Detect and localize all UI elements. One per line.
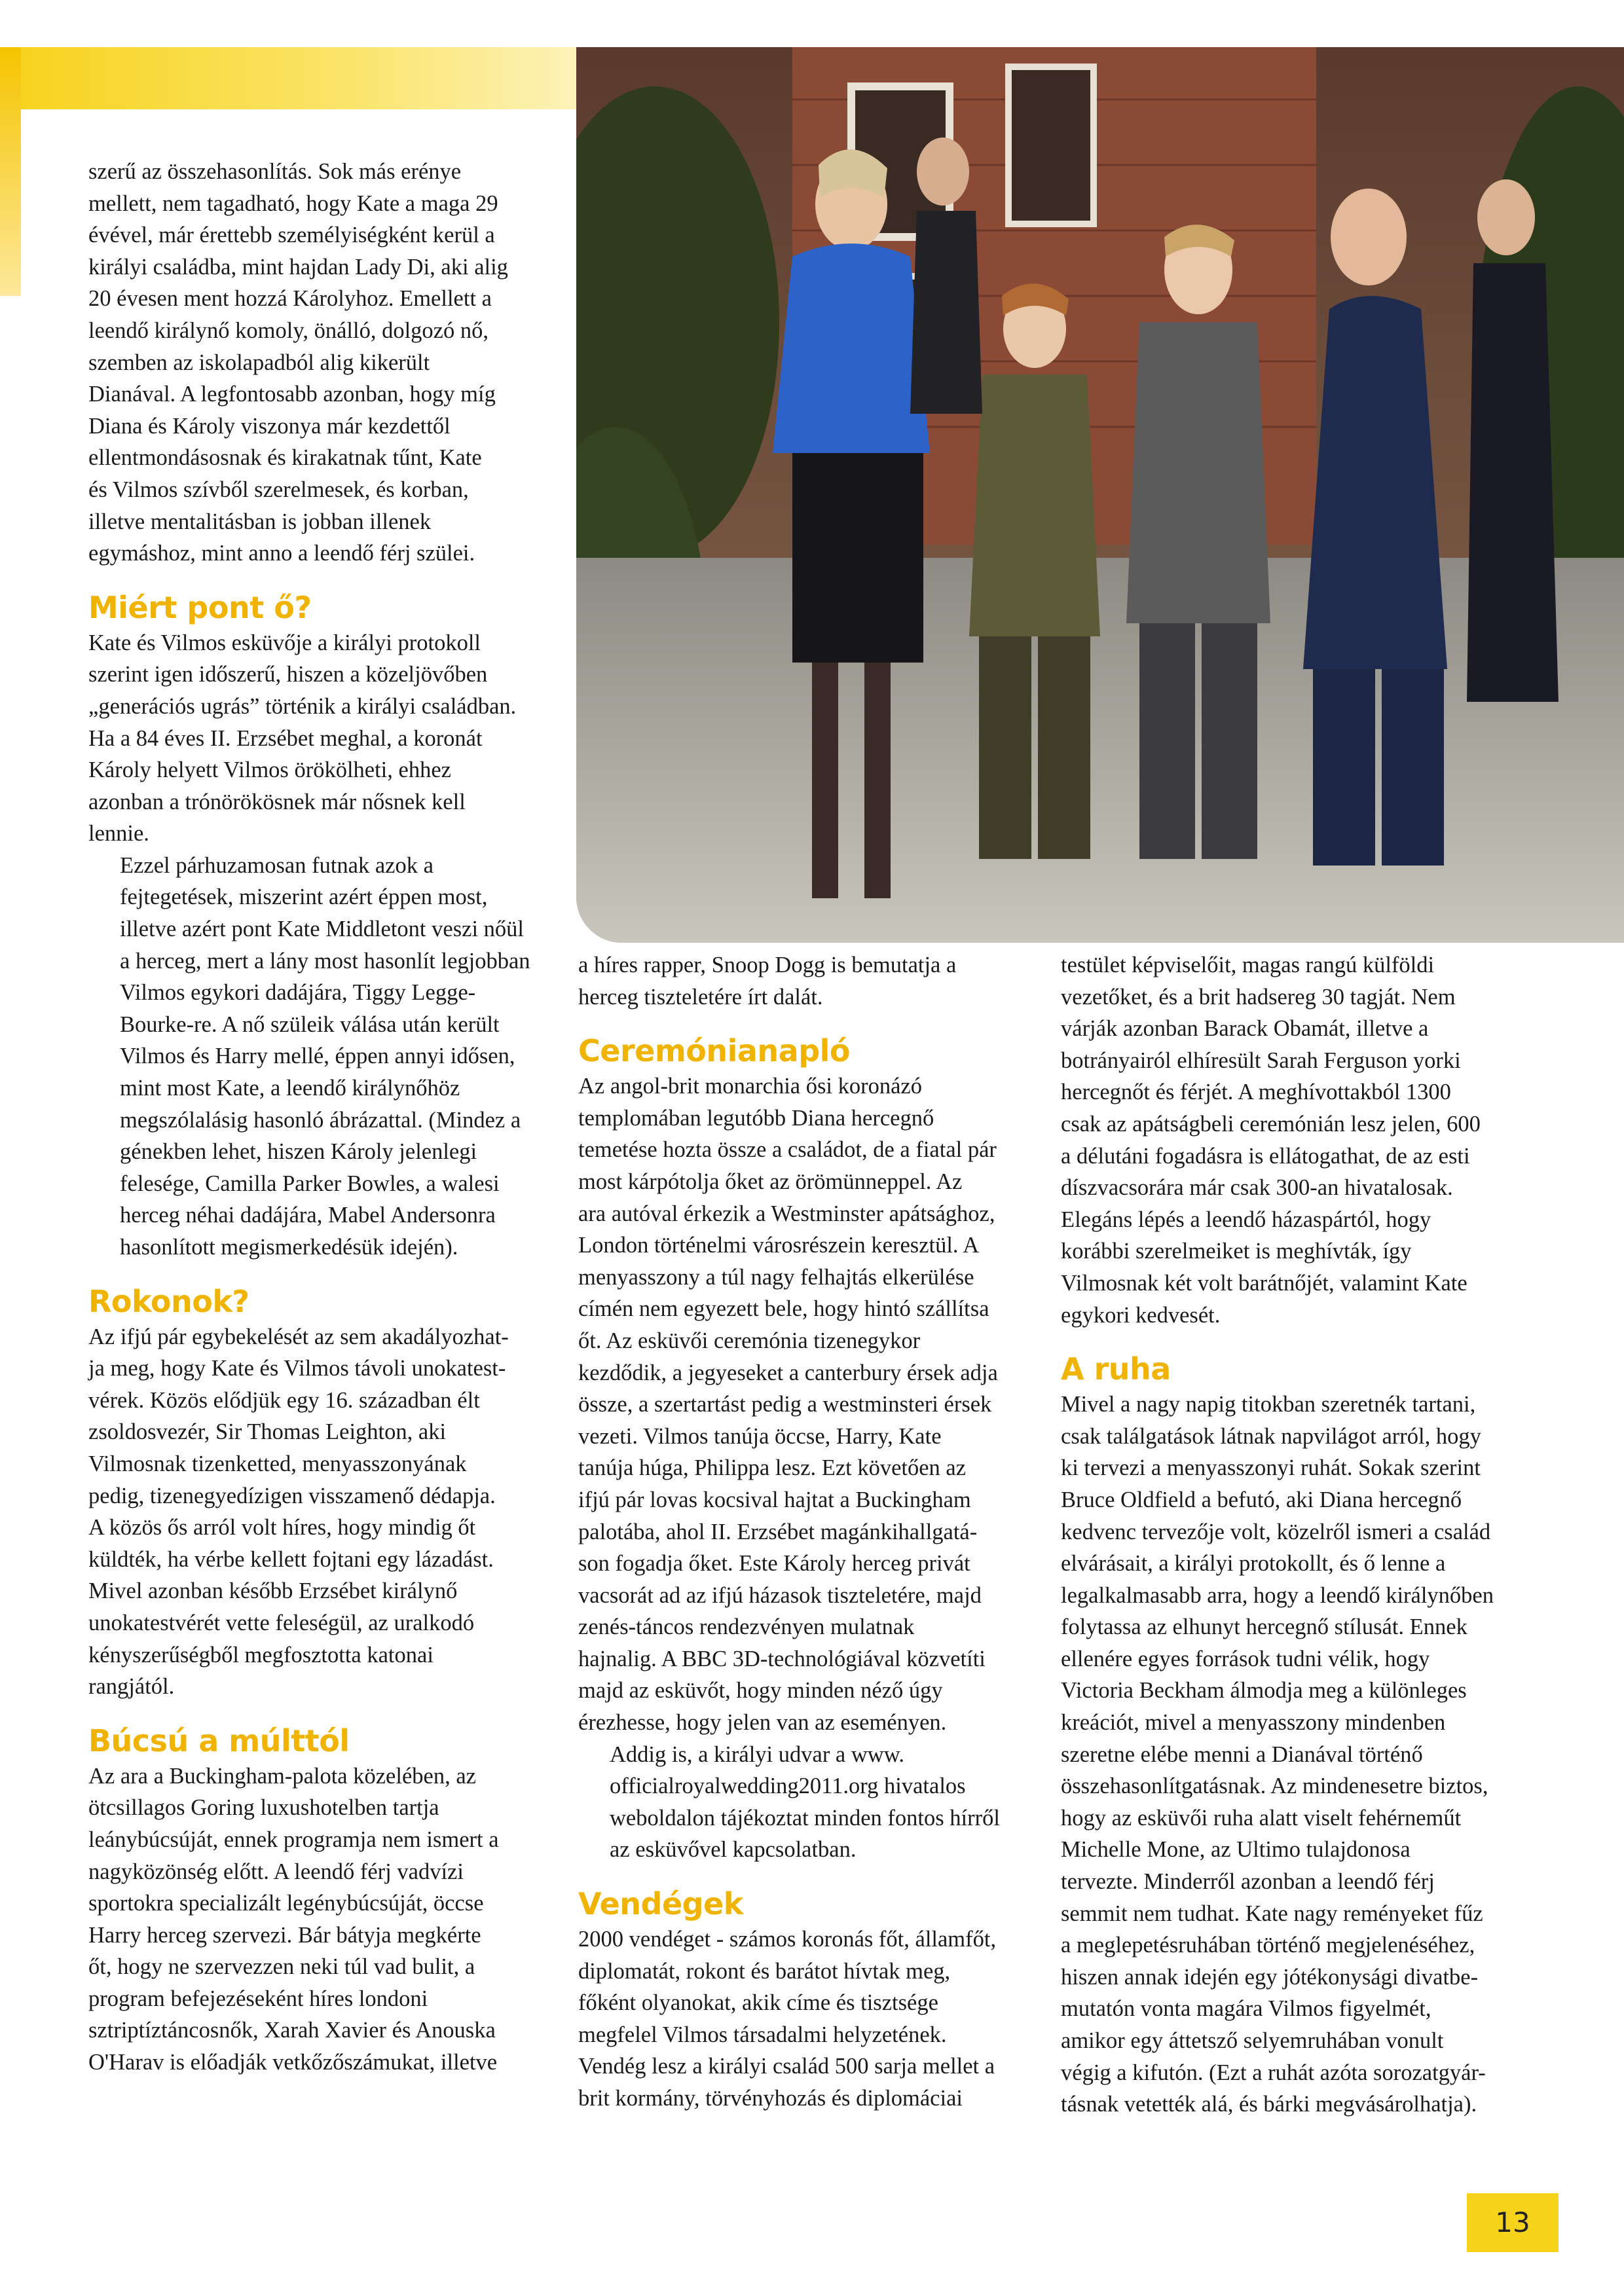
text-line: Vendég lesz a királyi család 500 sarja mellet a bbox=[578, 2054, 995, 2079]
text-line: folytassa az elhunyt hercegnő stílusát. Ennek bbox=[1061, 1614, 1467, 1640]
text-line: össze, a szertartást pedig a westminsteri érsek bbox=[578, 1392, 992, 1417]
text-line: Vilmos egykori dadájára, Tiggy Legge- bbox=[120, 980, 476, 1006]
column-3 bbox=[1061, 949, 1545, 2121]
text-line: semmit nem tudhat. Kate nagy reményeket fűz bbox=[1061, 1901, 1483, 1926]
paragraph bbox=[88, 1321, 547, 1703]
heading-bucsu-a-multtol: Búcsú a múlttól bbox=[88, 1722, 350, 1758]
column-1 bbox=[88, 156, 547, 2079]
text-line: mint most Kate, a leendő királynőhöz bbox=[120, 1076, 460, 1101]
paragraph bbox=[1061, 949, 1545, 1331]
paragraph bbox=[88, 1760, 547, 2079]
text-line: vezeti. Vilmos tanúja öccse, Harry, Kate bbox=[578, 1423, 942, 1449]
column-2 bbox=[578, 949, 1063, 2115]
text-line: ara autóval érkezik a Westminster apátsághoz, bbox=[578, 1201, 995, 1226]
text-line: a herceg, mert a lány most hasonlít legjobban bbox=[120, 948, 530, 974]
text-line: címén nem egyezett bele, hogy hintó szállítsa bbox=[578, 1296, 989, 1322]
text-line: Bourke-re. A nő szüleik válása után került bbox=[120, 1011, 500, 1037]
text-line: egymáshoz, mint anno a leendő férj szülei. bbox=[88, 541, 475, 566]
text-line: korábbi szerelmeiket is meghívták, így bbox=[1061, 1239, 1412, 1264]
text-line: megszólalásig hasonló ábrázattal. (Mindez a bbox=[120, 1107, 521, 1133]
text-line: botrányairól elhíresült Sarah Ferguson yorki bbox=[1061, 1048, 1461, 1073]
text-line: azonban a trónörökösnek már nősnek kell bbox=[88, 789, 466, 814]
text-line: kreációt, mivel a menyasszony mindenben bbox=[1061, 1710, 1446, 1736]
text-line: ellentmondásosnak és kirakatnak tűnt, Kate bbox=[88, 445, 482, 471]
text-line: Bruce Oldfield a befutó, aki Diana hercegnő bbox=[1061, 1487, 1462, 1512]
text-line: 20 évesen ment hozzá Károlyhoz. Emellett a bbox=[88, 286, 492, 312]
text-line: templomában legutóbb Diana hercegnő bbox=[578, 1105, 934, 1131]
paragraph bbox=[88, 850, 547, 1264]
text-line: majd az esküvőt, hogy minden néző úgy bbox=[578, 1678, 943, 1704]
text-line: felesége, Camilla Parker Bowles, a walesi bbox=[120, 1171, 500, 1196]
text-line: hiszen annak idején egy jótékonysági divatbe- bbox=[1061, 1964, 1479, 1990]
text-line: sztriptíztáncosnők, Xarah Xavier és Anouska bbox=[88, 2018, 496, 2043]
text-line: Mivel a nagy napig titokban szeretnék tartani, bbox=[1061, 1392, 1476, 1417]
text-line: sportokra specializált legénybúcsúját, öccse bbox=[88, 1891, 484, 1916]
text-line: tervezte. Minderről azonban a leendő férj bbox=[1061, 1869, 1435, 1895]
text-line: Mivel azonban később Erzsébet királynő bbox=[88, 1578, 458, 1604]
text-line: mutatón vonta magára Vilmos figyelmét, bbox=[1061, 1996, 1431, 2022]
text-line: és Vilmos szívből szerelmesek, és korban, bbox=[88, 477, 469, 502]
text-line: leendő királynő komoly, önálló, dolgozó nő, bbox=[88, 318, 489, 343]
text-line: ki tervezi a menyasszonyi ruhát. Sokak szerint bbox=[1061, 1455, 1481, 1481]
text-line: Az angol-brit monarchia ősi koronázó bbox=[578, 1074, 922, 1099]
text-line: Ha a 84 éves II. Erzsébet meghal, a koronát bbox=[88, 725, 483, 751]
text-line: Vilmosnak két volt barátnőjét, valamint Kate bbox=[1061, 1270, 1467, 1296]
text-line: kedvenc tervezője volt, közelről ismeri a család bbox=[1061, 1519, 1491, 1544]
text-line: testület képviselőit, magas rangú külföldi bbox=[1061, 953, 1435, 977]
text-line: Károly helyett Vilmos örökölheti, ehhez bbox=[88, 757, 451, 783]
text-line: diplomatát, rokont és barátot hívtak meg, bbox=[578, 1958, 951, 1984]
text-line: elvárásait, a királyi protokollt, és ő lenne a bbox=[1061, 1551, 1446, 1576]
text-line: küldték, ha vérbe kellett fojtani egy lázadást. bbox=[88, 1546, 494, 1572]
text-line: a meglepetésruhában történő megjelenéséhez, bbox=[1061, 1933, 1475, 1958]
text-line: a híres rapper, Snoop Dogg is bemutatja a bbox=[578, 953, 957, 977]
text-line: illetve azért pont Kate Middletont veszi nőül bbox=[120, 917, 524, 942]
text-line: zenés-táncos rendezvényen mulatnak bbox=[578, 1614, 915, 1640]
text-line: tanúja húga, Philippa lesz. Ezt követően az bbox=[578, 1455, 967, 1481]
text-line: rangjától. bbox=[88, 1674, 175, 1700]
text-line: leánybúcsúját, ennek programja nem ismert a bbox=[88, 1827, 499, 1852]
text-line: nagyközönség előtt. A leendő férj vadvízi bbox=[88, 1859, 464, 1884]
paragraph bbox=[578, 1923, 1063, 2115]
text-line: szemben az iskolapadból alig kikerült bbox=[88, 350, 430, 375]
text-line: weboldalon tájékoztat minden fontos hírről bbox=[610, 1805, 1000, 1831]
text-line: őt, hogy ne szervezzen neki túl vad bulit, a bbox=[88, 1954, 475, 1980]
text-line: Victoria Beckham álmodja meg a különleges bbox=[1061, 1678, 1467, 1704]
text-line: főként olyanokat, akik címe és tisztsége bbox=[578, 1990, 938, 2016]
text-line: lennie. bbox=[88, 821, 149, 847]
family-photo-icon bbox=[576, 47, 1624, 943]
text-line: fejtegetések, miszerint azért éppen most, bbox=[120, 884, 488, 910]
heading-miert-pont-o: Miért pont ő? bbox=[88, 589, 312, 625]
text-line: szeretne elébe menni a Dianával történő bbox=[1061, 1741, 1423, 1767]
text-line: son fogadja őket. Este Károly herceg privát bbox=[578, 1551, 970, 1576]
text-line: hercegnőt és férjét. A meghívottakból 1300 bbox=[1061, 1080, 1451, 1105]
text-line: most kárpótolja őket az örömünneppel. Az bbox=[578, 1169, 963, 1194]
text-line: London történelmi városrészein keresztül. A bbox=[578, 1233, 980, 1258]
text-line: királyi családba, mint hajdan Lady Di, aki alig bbox=[88, 254, 508, 280]
text-line: brit kormány, törvényhozás és diplomáciai bbox=[578, 2086, 963, 2111]
family-photo bbox=[576, 47, 1624, 943]
text-line: csak találgatások látnak napvilágot arról, hogy bbox=[1061, 1423, 1481, 1449]
text-line: O'Harav is előadják vetkőzőszámukat, illetve bbox=[88, 2050, 498, 2075]
text-line: Vilmosnak tizenketted, menyasszonyának bbox=[88, 1451, 467, 1476]
text-line: Michelle Mone, az Ultimo tulajdonosa bbox=[1061, 1837, 1411, 1863]
text-line: mellett, nem tagadható, hogy Kate a maga 29 bbox=[88, 191, 498, 216]
paragraph bbox=[578, 949, 1063, 1013]
text-line: Harry herceg szervezi. Bár bátyja megkérte bbox=[88, 1922, 481, 1948]
intro-paragraph bbox=[88, 156, 547, 570]
text-line: palotába, ahol II. Erzsébet magánkihallgatá- bbox=[578, 1519, 978, 1544]
text-line: hasonlított megismerkedésük idején). bbox=[120, 1235, 458, 1260]
text-line: illetve mentalitásban is jobban illenek bbox=[88, 509, 432, 534]
text-line: hajnalig. A BBC 3D-technológiával közvetíti bbox=[578, 1646, 986, 1671]
text-line: A közös ős arról volt híres, hogy mindig őt bbox=[88, 1515, 476, 1540]
paragraph bbox=[578, 1070, 1063, 1738]
text-line: herceg tiszteletére írt dalát. bbox=[578, 984, 823, 1010]
text-line: „generációs ugrás” történik a királyi családban. bbox=[88, 693, 517, 719]
text-line: amikor egy áttetsző selyemruhában vonult bbox=[1061, 2028, 1444, 2053]
text-line: az esküvővel kapcsolatban. bbox=[610, 1837, 857, 1863]
text-line: unokatestvérét vette feleségül, az uralkodó bbox=[88, 1610, 475, 1635]
text-line: csak az apátságbeli ceremónián lesz jelen, 600 bbox=[1061, 1111, 1481, 1137]
page-number: 13 bbox=[1467, 2193, 1559, 2252]
heading-vendegek: Vendégek bbox=[578, 1886, 743, 1922]
text-line: hogy az esküvői ruha alatt viselt fehérneműt bbox=[1061, 1805, 1462, 1831]
text-line: vezetőket, és a brit hadsereg 30 tagját. Nem bbox=[1061, 984, 1456, 1010]
text-line: várják azonban Barack Obamát, illetve a bbox=[1061, 1016, 1429, 1042]
text-line: génekben lehet, hiszen Károly jelenlegi bbox=[120, 1139, 477, 1165]
text-line: zsoldosvezér, Sir Thomas Leighton, aki bbox=[88, 1419, 447, 1445]
text-line: a délutáni fogadásra is ellátogathat, de az esti bbox=[1061, 1143, 1470, 1169]
text-line: Diana és Károly viszonya már kezdettől bbox=[88, 413, 451, 439]
text-line: kezdődik, a jegyeseket a canterbury érsek adja bbox=[578, 1360, 998, 1385]
text-line: megfelel Vilmos társadalmi helyzetének. bbox=[578, 2022, 947, 2047]
text-line: kényszerűségből megfosztotta katonai bbox=[88, 1642, 434, 1667]
text-line: Az ifjú pár egybekelését az sem akadályozhat- bbox=[88, 1324, 509, 1349]
paragraph bbox=[1061, 1389, 1545, 2121]
text-line: Kate és Vilmos esküvője a királyi protokoll bbox=[88, 630, 481, 655]
page-edge-accent bbox=[0, 47, 21, 296]
text-line: ellenére egyes források tudni vélik, hogy bbox=[1061, 1646, 1430, 1671]
text-line: menyasszony a túl nagy felhajtás elkerülése bbox=[578, 1264, 974, 1290]
text-line: tásnak vetették alá, és bárki megvásárolhatja). bbox=[1061, 2092, 1477, 2117]
text-line: őt. Az esküvői ceremónia tizenegykor bbox=[578, 1328, 921, 1353]
text-line: vérek. Közös elődjük egy 16. században élt bbox=[88, 1387, 480, 1413]
header-color-band bbox=[0, 47, 576, 109]
text-line: érezhesse, hogy jelen van az eseményen. bbox=[578, 1710, 947, 1736]
text-line: program befejezéseként híres londoni bbox=[88, 1986, 428, 2011]
text-line: Dianával. A legfontosabb azonban, hogy míg bbox=[88, 382, 496, 407]
text-line: Addig is, a királyi udvar a www. bbox=[610, 1741, 904, 1767]
text-line: Vilmos és Harry mellé, éppen annyi idősen, bbox=[120, 1044, 515, 1069]
text-line: 2000 vendéget - számos koronás főt, államfőt, bbox=[578, 1927, 997, 1952]
text-line: pedig, tizenegyedízigen visszamenő dédapja. bbox=[88, 1483, 496, 1508]
text-line: officialroyalwedding2011.org hivatalos bbox=[610, 1774, 966, 1799]
heading-rokonok: Rokonok? bbox=[88, 1283, 249, 1319]
text-line: végig a kifutón. (Ezt a ruhát azóta sorozatgyár- bbox=[1061, 2060, 1486, 2085]
text-line: szerint igen időszerű, hiszen a közeljövőben bbox=[88, 662, 488, 687]
text-line: egykori kedvesét. bbox=[1061, 1302, 1221, 1328]
heading-a-ruha: A ruha bbox=[1061, 1351, 1171, 1387]
text-line: vacsorát ad az ifjú házasok tiszteletére, majd bbox=[578, 1582, 982, 1608]
text-line: temetése hozta össze a családot, de a fiatal pár bbox=[578, 1137, 997, 1163]
text-line: Elegáns lépés a leendő házaspártól, hogy bbox=[1061, 1207, 1431, 1232]
paragraph bbox=[88, 627, 547, 850]
text-line: díszvacsorára már csak 300-an hivatalosak. bbox=[1061, 1175, 1453, 1201]
text-line: ötcsillagos Goring luxushotelben tartja bbox=[88, 1795, 439, 1821]
text-line: összehasonlítgatásnak. Az mindenesetre biztos, bbox=[1061, 1774, 1488, 1799]
text-line: szerű az összehasonlítás. Sok más erénye bbox=[88, 159, 462, 184]
text-line: legalkalmasabb arra, hogy a leendő királynőben bbox=[1061, 1582, 1494, 1608]
text-line: ifjú pár lovas kocsival hajtat a Buckingham bbox=[578, 1487, 971, 1512]
text-line: Az ara a Buckingham-palota közelében, az bbox=[88, 1763, 476, 1789]
heading-ceremonianaplo: Ceremónianapló bbox=[578, 1033, 851, 1069]
text-line: Ezzel párhuzamosan futnak azok a bbox=[120, 852, 434, 878]
text-line: herceg néhai dadájára, Mabel Andersonra bbox=[120, 1203, 496, 1228]
paragraph bbox=[578, 1739, 1063, 1866]
text-line: évével, már érettebb személyiségként kerül a bbox=[88, 223, 495, 248]
text-line: ja meg, hogy Kate és Vilmos távoli unokatest- bbox=[88, 1356, 506, 1381]
